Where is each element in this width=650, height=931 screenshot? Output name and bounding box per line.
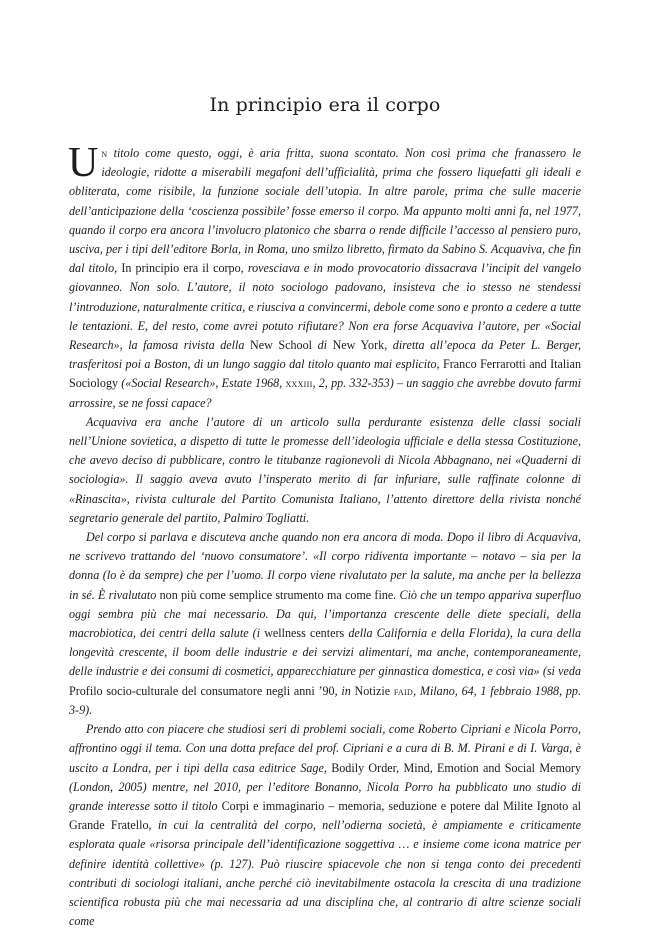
paragraph-4 — [69, 720, 581, 931]
roman-title: Bodily Order, Mind, Emotion and Social Memory — [331, 760, 581, 775]
text-span: della California e della Florida), la cura della longevità crescente, il boom delle industrie e dei servizi alimentari, ma anche, contemporaneamente, delle industrie e dei consumi di cosmetici, apparecchiature per ginnastica domestica, e così via» (si veda — [69, 626, 581, 679]
text-span: , in cui la centralità del corpo, nell’odierna società, è ampiamente e criticamente esplorata quale «risorsa principale dell’identificazione soggettiva … e insieme come icona matrice per definire identità collettive» (p. 127). Può riuscire spiacevole che non si tenga conto dei precedenti contributi di sociologi italiani, anche perché ciò inevitabilmente ostacola la crescita di una tradizione scientifica robusta più che mai necessaria ad una disciplina che, al contrario di altre scienze sociali come — [69, 818, 581, 929]
roman-title: Notizie — [354, 683, 394, 698]
body-text — [68, 140, 582, 931]
text-span: , diretta all’epoca da Peter L. Berger, trasferitosi poi a Boston, di un lungo saggio dal titolo quanto mai esplicito, — [69, 338, 582, 372]
text-span: . Ciò che un tempo appariva superfluo oggi sembra più che mai necessario. Da qui, l’importanza crescente delle diete speciali, della macrobiotica, dei centri della salute (i — [69, 587, 582, 641]
roman-title: Corpi e immaginario – memoria, seduzione e potere dal Milite Ignoto al Grande Fratello — [69, 798, 581, 833]
text-span: titolo come questo, oggi, è aria fritta, suona scontato. Non così prima che franassero le ideologie, ridotte a miserabili megafoni dell’ufficialità, prima che fossero liquefatti gli ideali e obliterata, come risibile, la funzione sociale dell’utopia. In altre parole, prima che sulle macerie dell’anticipazione della ‘coscienza possibile’ fosse emerso il corpo. Ma appunto molti anni fa, nel 1977, quando il corpo era ancora l’involucro platonico che sbarra o rende difficile l’accesso al pensiero puro, usciva, per i tipi dell’editore Borla, in Roma, uno smilzo libretto, firmato da Sabino S. Acquaviva, che fin dal titolo, — [69, 146, 581, 276]
drop-cap: U — [68, 140, 99, 186]
roman-text: non più come semplice strumento ma come fine — [159, 587, 394, 602]
text-span: Prendo atto con piacere che studiosi seri di problemi sociali, come Roberto Cipriani e Nicola Porro, affrontino oggi il tema. Con una dotta preface del prof. Cipriani e a cura di B. M. Pirani e di I. Varga, è uscito a Londra, per i tipi della casa editrice Sage, — [69, 722, 581, 775]
text-span: , in — [334, 683, 355, 698]
text-span: , 2, pp. 332-353) – un saggio che avrebbe dovuto farmi arrossire, se ne fossi capace? — [69, 376, 581, 410]
roman-text: wellness centers — [264, 626, 345, 641]
text-span: , Milano, 64, 1 febbraio 1988, pp. 3-9). — [69, 683, 581, 717]
roman-text: New School — [249, 338, 312, 353]
paragraph-1 — [68, 140, 582, 413]
chapter-title: In principio era il corpo — [209, 94, 441, 116]
small-caps-acronym: faid — [393, 683, 414, 698]
text-span: Del corpo si parlava e discuteva anche quando non era ancora di moda. Dopo il libro di Acquaviva, ne scrivevo trattando del ‘nuovo consumatore’. «Il corpo ridiventa importante – notavo – sia per la donna (lo è da sempre) che per l’uomo. Il corpo viene rivalutato per la salute, ma anche per la bellezza in sé. È rivalutato — [69, 530, 581, 602]
text-span: («Social Research», Estate 1968, — [118, 376, 286, 391]
roman-title: Franco Ferrarotti and Italian Sociology — [69, 357, 581, 391]
paragraph-3 — [69, 528, 581, 720]
roman-text: New York — [332, 338, 385, 353]
small-caps-word: n — [101, 146, 108, 160]
text-span: di — [311, 338, 333, 353]
text-span: , rovesciava e in modo provocatorio dissacrava l’incipit del vangelo giovanneo. Non solo. L’autore, il noto sociologo padovano, insisteva che io stesso ne stendessi l’introduzione, naturalmente critica, e riusciva a convincermi, debole come sono e pronto a cedere a tutte le tentazioni. E, del resto, come avrei potuto rifiutare? Non era forse Acquaviva l’autore, per «Social Research», la famosa rivista della — [69, 261, 582, 353]
roman-title: In principio era il corpo — [121, 261, 241, 276]
paragraph-2: Acquaviva era anche l’autore di un articolo sulla perdurante esistenza delle classi sociali nell’Unione sovietica, a dispetto di tutte le promesse dell’ideologia ufficiale e della stessa Costituzione, che avevo deciso di pubblicare, contro le titubanze ragionevoli di Nicola Abbagnano, nei «Quaderni di sociologia». Il saggio aveva avuto l’insperato merito di far infuriare, sulle raffinate colonne di «Rinascita», rivista culturale del Partito Comunista Italiano, l’attento direttore della rivista nonché segretario generale del partito, Palmiro Togliatti. — [69, 414, 581, 525]
small-caps-volume: xxxiii — [285, 376, 313, 391]
text-span: (London, 2005) mentre, nel 2010, per l’editore Bonanno, Nicola Porro ha pubblicato uno studio di grande interesse sotto il titolo — [69, 779, 581, 813]
roman-title: Profilo socio-culturale del consumatore negli anni ’90 — [69, 683, 335, 698]
